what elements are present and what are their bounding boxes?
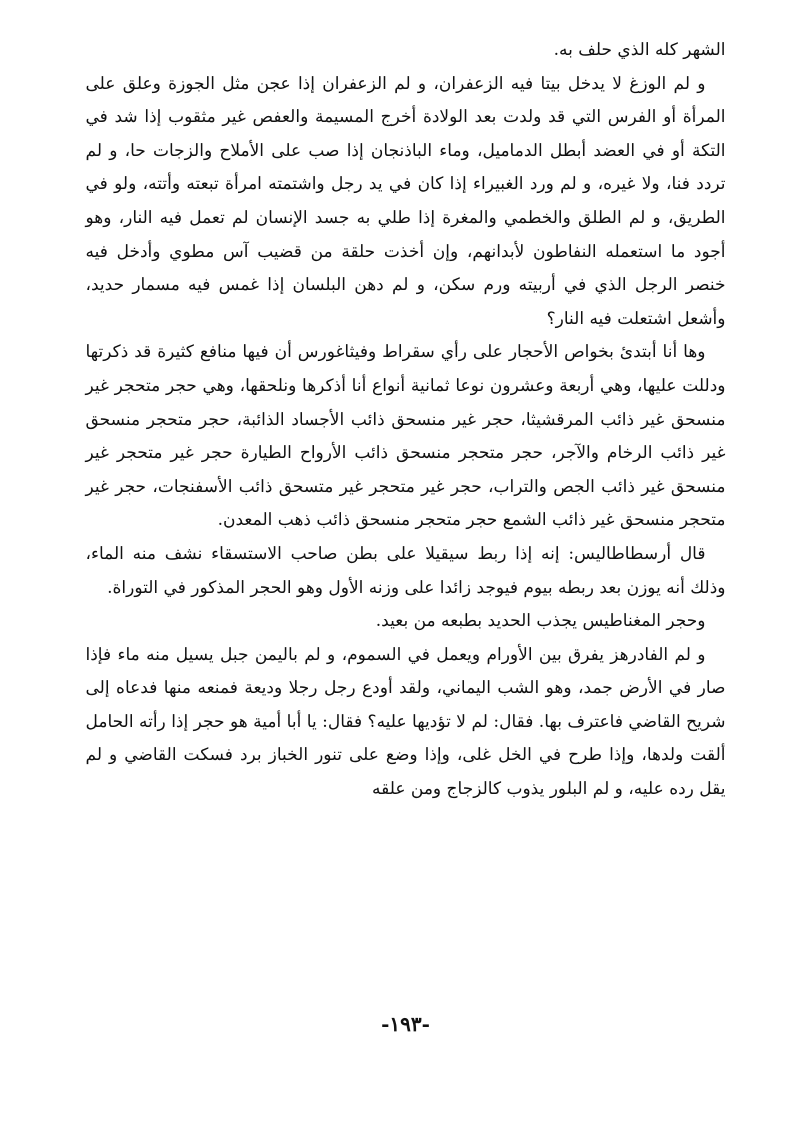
page-body-text <box>86 34 726 807</box>
paragraph-fadrahz: و لم الفادرهز يفرق بين الأورام ويعمل في السموم، و لم باليمن جبل يسيل منه ماء فإذا صار في الأرض جمد، وهو الشب اليماني، ولقد أودع رجل رجلا وديعة فمنعه منها فدعاه إلى شريح القاضي فاعترف بها. فقال: لم لا تؤديها عليه؟ فقال: يا أبا أمية هو حجر إذا رأته الحامل ألقت ولدها، وإذا طرح في الخل غلى، وإذا وضع على تنور الخباز برد فسكت القاضي و لم يقل رده عليه، و لم البلور يذوب كالزجاج ومن علقه <box>85 644 726 800</box>
paragraph-gecko-saffron: و لم الوزغ لا يدخل بيتا فيه الزعفران، و لم الزعفران إذا عجن مثل الجوزة وعلق على المرأة أو الفرس التي قد ولدت بعد الولادة أخرج المسيمة والعفص غير مثقوب إذا شد في التكة أو في العضد أبطل الدماميل، وماء الباذنجان إذا صب على الأملاح والزجات حا، و لم تردد فنا، ولا غيره، و لم ورد الغبيراء إذا كان في يد رجل واشتمته امرأة تبعته وأتته، ولو في الطريق، و لم الطلق والخطمي والمغرة إذا طلي به جسد الإنسان لم تعمل فيه النار، وهو أجود ما استعمله النفاطون لأبدانهم، وإن أخذت حلقة من قضيب آس مطوي وأدخل فيه خنصر الرجل الذي في أربيته ورم سكن، و لم دهن البلسان إذا غمس فيه مسمار حديد، وأشعل اشتعلت فيه النار؟ <box>85 73 726 329</box>
paragraph-magnet: وحجر المغناطيس يجذب الحديد بطبعه من بعيد. <box>375 611 706 632</box>
paragraph-aristotle: قال أرسطاطاليس: إنه إذا ربط سيقيلا على بطن صاحب الاستسقاء نشف منه الماء، وذلك أنه يوزن بعد ربطه بيوم فيوجد زائدا على وزنه الأول وهو الحجر المذكور في التوراة. <box>85 543 726 598</box>
paragraph-stones-properties: وها أنا أبتدئ بخواص الأحجار على رأي سقراط وفيثاغورس أن فيها منافع كثيرة قد ذكرتها ودللت عليها، وهي أربعة وعشرون نوعا ثمانية أنواع أنا أذكرها ونلحقها، وهي حجر متحجر غير منسحق غير ذائب المرقشيثا، حجر غير منسحق ذائب الأجساد الذائبة، حجر متحجر منسحق غير ذائب الرخام والآجر، حجر متحجر منسحق ذائب الأرواح الطيارة حجر غير متحجر غير منسحق غير ذائب الجص والتراب، حجر غير متحجر غير متسحق ذائب الأسفنجات، حجر غير متحجر منسحق غير ذائب الشمع حجر متحجر منسحق ذائب ذهب المعدن. <box>85 342 726 531</box>
page-number: -١٩٣- <box>381 1012 430 1036</box>
paragraph-continuation: الشهر كله الذي حلف به. <box>553 40 726 60</box>
